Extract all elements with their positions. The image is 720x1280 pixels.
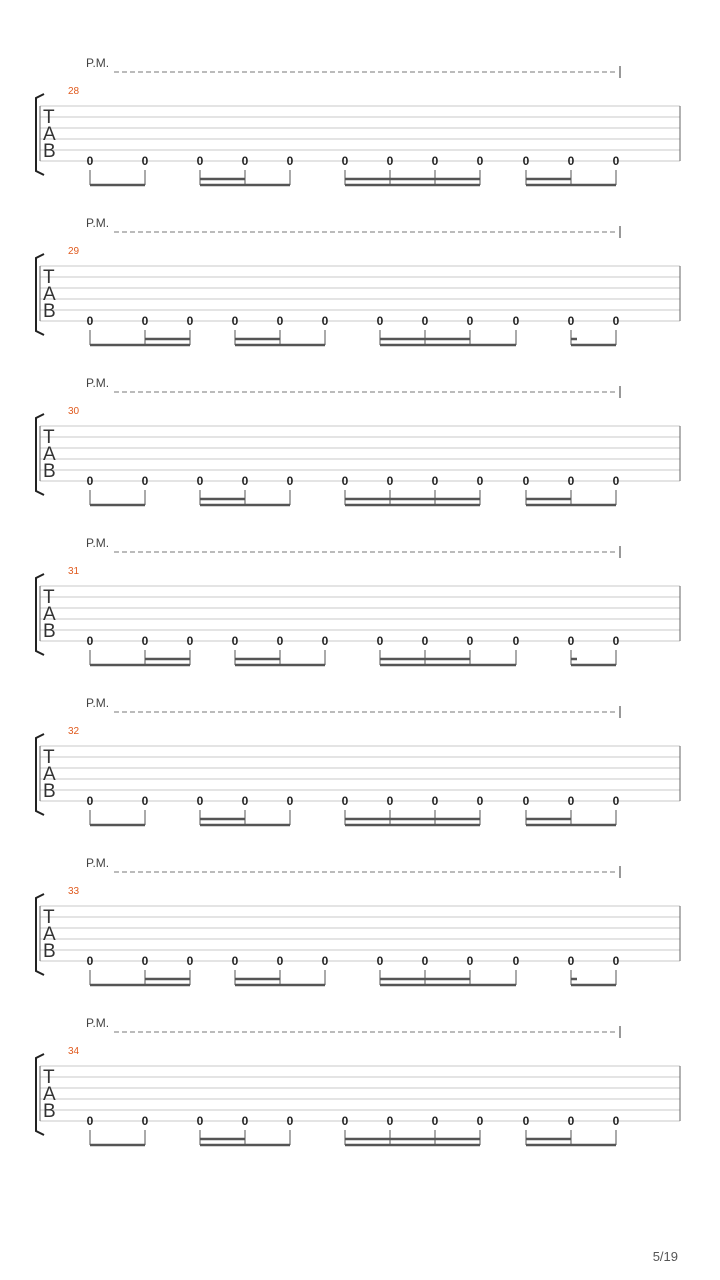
fret-number: 0 bbox=[376, 634, 384, 648]
tab-clef-letter: B bbox=[43, 781, 56, 802]
fret-number: 0 bbox=[86, 154, 94, 168]
fret-number: 0 bbox=[241, 1114, 249, 1128]
fret-number: 0 bbox=[141, 474, 149, 488]
tab-clef-letter: T bbox=[43, 1067, 55, 1088]
bar-number: 29 bbox=[68, 246, 80, 257]
tab-clef-letter: A bbox=[43, 284, 56, 305]
fret-number: 0 bbox=[286, 154, 294, 168]
fret-number: 0 bbox=[567, 954, 575, 968]
fret-number: 0 bbox=[141, 314, 149, 328]
fret-number: 0 bbox=[522, 474, 530, 488]
fret-number: 0 bbox=[466, 954, 474, 968]
fret-number: 0 bbox=[522, 794, 530, 808]
fret-number: 0 bbox=[431, 474, 439, 488]
fret-number: 0 bbox=[141, 634, 149, 648]
tab-system-29 bbox=[36, 216, 680, 345]
fret-number: 0 bbox=[522, 1114, 530, 1128]
fret-number: 0 bbox=[86, 634, 94, 648]
tab-system-31 bbox=[36, 536, 680, 665]
fret-number: 0 bbox=[567, 794, 575, 808]
fret-number: 0 bbox=[386, 474, 394, 488]
fret-number: 0 bbox=[86, 314, 94, 328]
fret-number: 0 bbox=[276, 634, 284, 648]
tab-clef-letter: A bbox=[43, 1084, 56, 1105]
page-number: 5/19 bbox=[652, 1249, 678, 1264]
fret-number: 0 bbox=[386, 794, 394, 808]
fret-number: 0 bbox=[567, 634, 575, 648]
fret-number: 0 bbox=[466, 634, 474, 648]
fret-number: 0 bbox=[231, 954, 239, 968]
bar-number: 30 bbox=[68, 406, 80, 417]
fret-number: 0 bbox=[86, 474, 94, 488]
fret-number: 0 bbox=[241, 154, 249, 168]
fret-number: 0 bbox=[86, 954, 94, 968]
fret-number: 0 bbox=[321, 314, 329, 328]
palm-mute-label: P.M. bbox=[86, 216, 110, 230]
fret-number: 0 bbox=[241, 794, 249, 808]
tab-clef-letter: T bbox=[43, 107, 55, 128]
fret-number: 0 bbox=[612, 474, 620, 488]
fret-number: 0 bbox=[196, 474, 204, 488]
fret-number: 0 bbox=[186, 634, 194, 648]
fret-number: 0 bbox=[196, 794, 204, 808]
tab-clef-letter: A bbox=[43, 764, 56, 785]
tab-clef-letter: T bbox=[43, 267, 55, 288]
fret-number: 0 bbox=[612, 154, 620, 168]
fret-number: 0 bbox=[86, 794, 94, 808]
fret-number: 0 bbox=[466, 314, 474, 328]
fret-number: 0 bbox=[341, 474, 349, 488]
fret-number: 0 bbox=[186, 954, 194, 968]
fret-number: 0 bbox=[341, 1114, 349, 1128]
fret-number: 0 bbox=[612, 634, 620, 648]
tab-system-28 bbox=[36, 56, 680, 185]
tab-clef-letter: T bbox=[43, 427, 55, 448]
tab-system-32 bbox=[36, 696, 680, 825]
fret-number: 0 bbox=[186, 314, 194, 328]
tab-clef-letter: T bbox=[43, 747, 55, 768]
fret-number: 0 bbox=[386, 154, 394, 168]
fret-number: 0 bbox=[612, 954, 620, 968]
fret-number: 0 bbox=[241, 474, 249, 488]
fret-number: 0 bbox=[421, 314, 429, 328]
tab-clef-letter: B bbox=[43, 621, 56, 642]
fret-number: 0 bbox=[567, 1114, 575, 1128]
palm-mute-label: P.M. bbox=[86, 856, 110, 870]
fret-number: 0 bbox=[286, 794, 294, 808]
fret-number: 0 bbox=[286, 1114, 294, 1128]
fret-number: 0 bbox=[341, 794, 349, 808]
fret-number: 0 bbox=[376, 954, 384, 968]
fret-number: 0 bbox=[276, 314, 284, 328]
fret-number: 0 bbox=[612, 314, 620, 328]
fret-number: 0 bbox=[512, 314, 520, 328]
fret-number: 0 bbox=[421, 954, 429, 968]
fret-number: 0 bbox=[376, 314, 384, 328]
fret-number: 0 bbox=[321, 954, 329, 968]
fret-number: 0 bbox=[431, 154, 439, 168]
bar-number: 33 bbox=[68, 886, 80, 897]
fret-number: 0 bbox=[421, 634, 429, 648]
fret-number: 0 bbox=[612, 1114, 620, 1128]
bar-number: 34 bbox=[68, 1046, 80, 1057]
palm-mute-label: P.M. bbox=[86, 376, 110, 390]
bar-number: 32 bbox=[68, 726, 80, 737]
bar-number: 31 bbox=[68, 566, 80, 577]
fret-number: 0 bbox=[341, 154, 349, 168]
fret-number: 0 bbox=[286, 474, 294, 488]
fret-number: 0 bbox=[86, 1114, 94, 1128]
fret-number: 0 bbox=[321, 634, 329, 648]
fret-number: 0 bbox=[567, 154, 575, 168]
fret-number: 0 bbox=[512, 954, 520, 968]
palm-mute-label: P.M. bbox=[86, 696, 110, 710]
palm-mute-label: P.M. bbox=[86, 536, 110, 550]
tab-system-34 bbox=[36, 1016, 680, 1145]
fret-number: 0 bbox=[476, 1114, 484, 1128]
fret-number: 0 bbox=[231, 314, 239, 328]
fret-number: 0 bbox=[141, 794, 149, 808]
fret-number: 0 bbox=[522, 154, 530, 168]
tab-clef-letter: B bbox=[43, 941, 56, 962]
fret-number: 0 bbox=[141, 954, 149, 968]
tab-clef-letter: B bbox=[43, 141, 56, 162]
tab-clef-letter: A bbox=[43, 124, 56, 145]
tab-clef-letter: B bbox=[43, 461, 56, 482]
tab-clef-letter: T bbox=[43, 587, 55, 608]
fret-number: 0 bbox=[476, 794, 484, 808]
tab-clef-letter: B bbox=[43, 301, 56, 322]
fret-number: 0 bbox=[141, 1114, 149, 1128]
fret-number: 0 bbox=[231, 634, 239, 648]
palm-mute-label: P.M. bbox=[86, 1016, 110, 1030]
fret-number: 0 bbox=[612, 794, 620, 808]
tab-clef-letter: B bbox=[43, 1101, 56, 1122]
tab-clef-letter: T bbox=[43, 907, 55, 928]
fret-number: 0 bbox=[386, 1114, 394, 1128]
fret-number: 0 bbox=[476, 474, 484, 488]
fret-number: 0 bbox=[196, 154, 204, 168]
tab-system-30 bbox=[36, 376, 680, 505]
fret-number: 0 bbox=[567, 314, 575, 328]
fret-number: 0 bbox=[431, 794, 439, 808]
tab-clef-letter: A bbox=[43, 444, 56, 465]
fret-number: 0 bbox=[196, 1114, 204, 1128]
tab-system-33 bbox=[36, 856, 680, 985]
fret-number: 0 bbox=[431, 1114, 439, 1128]
fret-number: 0 bbox=[276, 954, 284, 968]
palm-mute-label: P.M. bbox=[86, 56, 110, 70]
fret-number: 0 bbox=[567, 474, 575, 488]
fret-number: 0 bbox=[141, 154, 149, 168]
tab-clef-letter: A bbox=[43, 924, 56, 945]
tab-clef-letter: A bbox=[43, 604, 56, 625]
fret-number: 0 bbox=[512, 634, 520, 648]
fret-number: 0 bbox=[476, 154, 484, 168]
bar-number: 28 bbox=[68, 86, 80, 97]
